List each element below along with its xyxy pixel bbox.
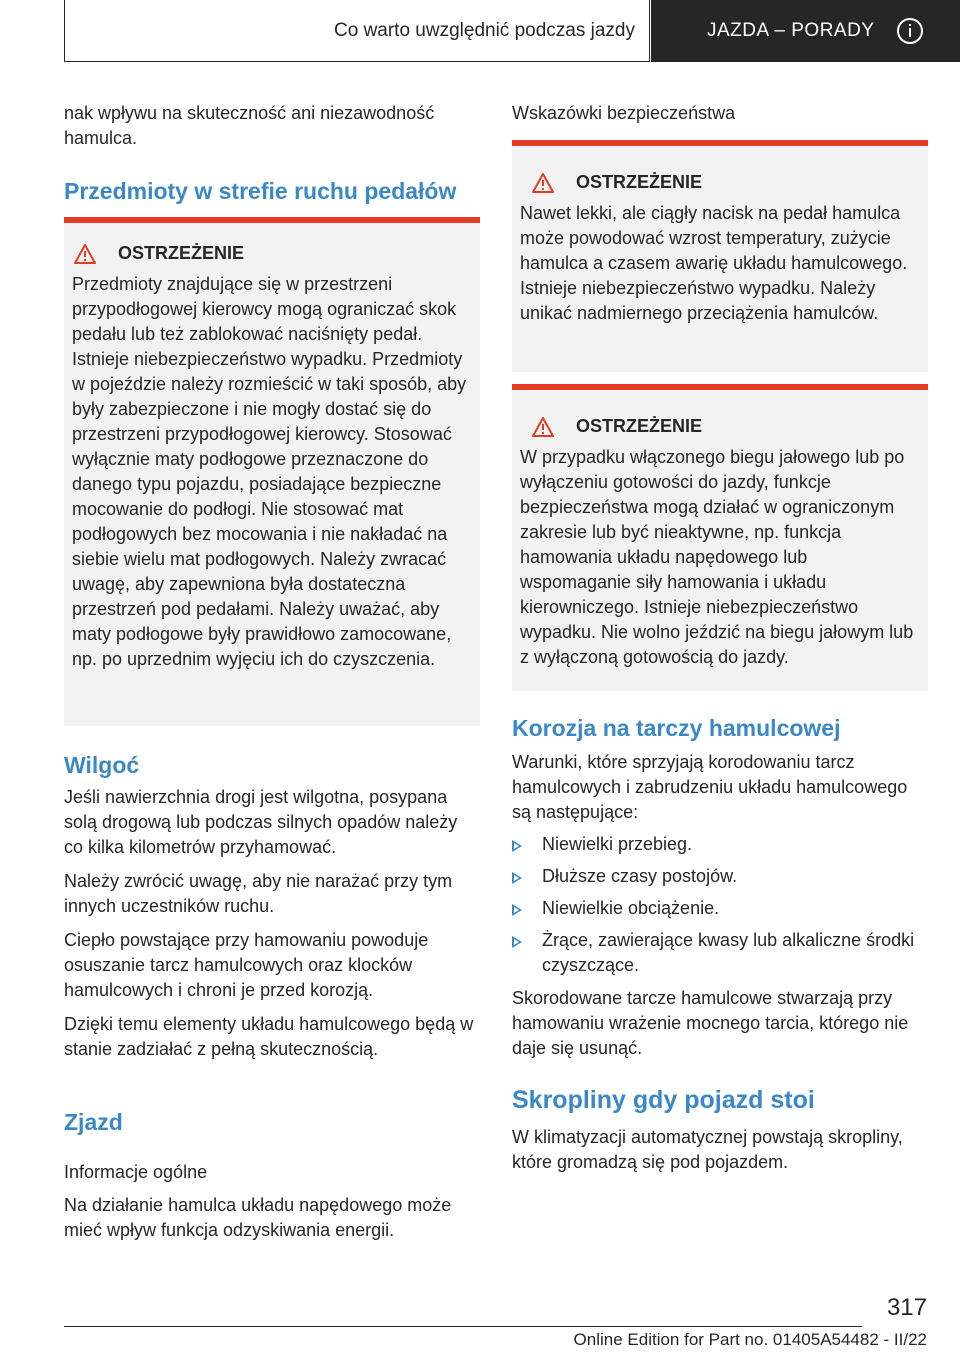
list-item: Niewielki przebieg. — [512, 832, 928, 857]
korozja-list — [512, 832, 928, 985]
warning-box-brake-pressure — [512, 140, 928, 372]
chapter-title: JAZDA – PORADY — [707, 20, 875, 41]
wilgoc-paragraph-2: Należy zwrócić uwagę, aby nie narażać przy tym innych uczestników ruchu. — [64, 871, 453, 916]
triangle-bullet-icon — [512, 872, 522, 884]
section-title: Co warto uwzględnić podczas jazdy — [334, 19, 635, 41]
warning-icon — [532, 173, 554, 193]
edition-text: Online Edition for Part no. 01405A54482 - II/22 — [573, 1330, 927, 1349]
warning-box-idle-gear — [512, 384, 928, 691]
warning-icon — [532, 417, 554, 437]
info-paragraph: Na działanie hamulca układu napędowego może mieć wpływ funkcja odzyskiwania energii. — [64, 1195, 452, 1240]
triangle-bullet-icon — [512, 840, 522, 852]
intro-text: nak wpływu na skuteczność ani niezawodność hamulca. — [64, 103, 435, 148]
list-item: Dłuższe czasy postojów. — [512, 864, 928, 889]
list-item: Niewielkie obciążenie. — [512, 896, 928, 921]
list-item: Żrące, zawierające kwasy lub alkaliczne środki czyszczące. — [512, 928, 928, 978]
warning-icon — [74, 244, 96, 264]
warning-text: Nawet lekki, ale ciągły nacisk na pedał hamulca może powodować wzrost temperatury, zużycie hamulca a czasem awarię układu hamulcowego. Istnieje niebezpieczeństwo wypadku. Należy unikać nadmiernego przeciążenia hamulców. — [520, 203, 908, 323]
korozja-outro: Skorodowane tarcze hamulcowe stwarzają przy hamowaniu wrażenie mocnego tarcia, którego nie daje się usunąć. — [512, 988, 909, 1058]
wilgoc-paragraph-4: Dzięki temu elementy układu hamulcowego będą w stanie zadziałać z pełną skutecznością. — [64, 1014, 474, 1059]
triangle-bullet-icon — [512, 936, 522, 948]
triangle-bullet-icon — [512, 904, 522, 916]
info-heading: Informacje ogólne — [64, 1162, 208, 1182]
korozja-heading: Korozja na tarczy hamulcowej — [512, 715, 841, 741]
warning-title: OSTRZEŻENIE — [72, 243, 472, 264]
footer-divider — [64, 1326, 862, 1327]
info-icon — [897, 18, 923, 44]
skropliny-paragraph: W klimatyzacji automatycznej powstają skropliny, które gromadzą się pod pojazdem. — [512, 1127, 903, 1172]
warning-text: Przedmioty znajdujące się w przestrzeni przypodłogowej kierowcy mogą ograniczać skok pedału lub też zablokować naciśnięty pedał. Istnieje niebezpieczeństwo wypadku. Przedmioty w pojeździe należy rozmieścić w taki sposób, aby były zabezpieczone i nie mogły dostać się do przestrzeni przypodłogowej kierowcy. Stosować wyłącznie maty podłogowe przeznaczone do danego typu pojazdu, posiadające bezpieczne mocowanie do podłogi. Nie stosować mat podłogowych bez mocowania i nie nakładać na siebie wielu mat podłogowych. Należy zwracać uwagę, aby zapewniona była dostateczna przestrzeń pod pedałami. Należy uważać, aby maty podłogowe były prawidłowo zamocowane, np. po uprzednim wyjęciu ich do czyszczenia. — [72, 274, 467, 669]
skropliny-heading: Skropliny gdy pojazd stoi — [512, 1086, 815, 1114]
wilgoc-paragraph-3: Ciepło powstające przy hamowaniu powoduje osuszanie tarcz hamulcowych oraz klocków hamulcowych i chroni je przed korozją. — [64, 930, 429, 1000]
page-number: 317 — [886, 1294, 927, 1321]
warning-box-pedals — [64, 217, 480, 726]
warning-title: OSTRZEŻENIE — [520, 416, 920, 437]
wilgoc-paragraph-1: Jeśli nawierzchnia drogi jest wilgotna, posypana solą drogową lub podczas silnych opadów należy co kilka kilometrów przyhamować. — [64, 787, 458, 857]
safety-heading: Wskazówki bezpieczeństwa — [512, 103, 736, 123]
pedal-heading: Przedmioty w strefie ruchu pedałów — [64, 178, 457, 204]
chapter-tab — [651, 0, 960, 62]
zjazd-heading: Zjazd — [64, 1109, 123, 1135]
warning-title: OSTRZEŻENIE — [520, 172, 920, 193]
warning-text: W przypadku włączonego biegu jałowego lub po wyłączeniu gotowości do jazdy, funkcje bezpieczeństwa mogą działać w ograniczonym zakresie lub być nieaktywne, np. funkcja hamowania układu napędowego lub wspomaganie siły hamowania i układu kierowniczego. Istnieje niebezpieczeństwo wypadku. Nie wolno jeździć na biegu jałowym lub z wyłączoną gotowością do jazdy. — [520, 447, 914, 667]
wilgoc-heading: Wilgoć — [64, 752, 140, 778]
korozja-intro: Warunki, które sprzyjają korodowaniu tarcz hamulcowych i zabrudzeniu układu hamulcowego są następujące: — [512, 752, 908, 822]
section-header — [64, 0, 650, 62]
